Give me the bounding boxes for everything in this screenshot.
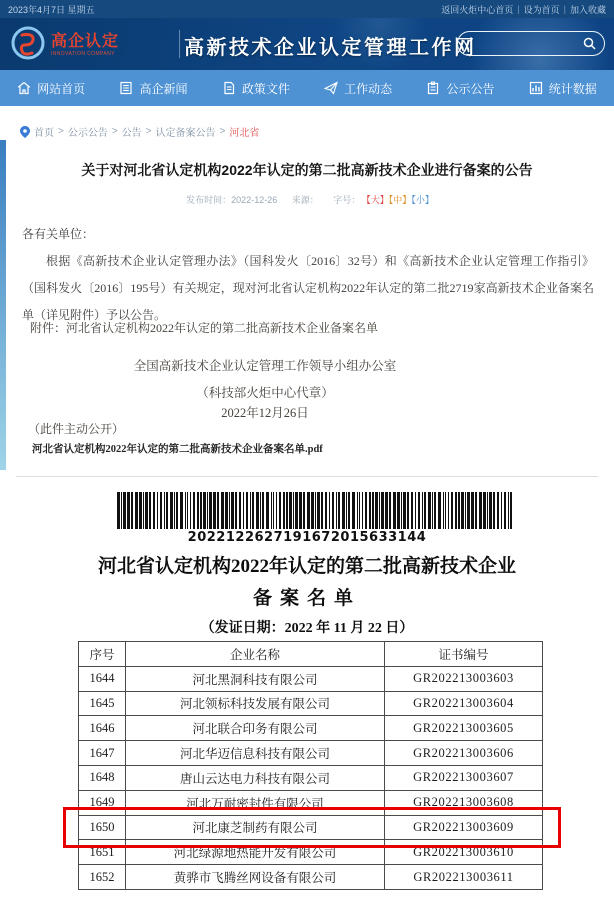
barcode-bar — [117, 492, 120, 529]
barcode-bar — [403, 492, 406, 529]
seq-cell: 1645 — [79, 691, 126, 716]
nav-item-label: 统计数据 — [548, 81, 597, 96]
barcode-bar — [510, 492, 512, 529]
document-title-line1: 河北省认定机构2022年认定的第二批高新技术企业 — [97, 556, 516, 577]
barcode-bar — [375, 492, 378, 529]
nav-item-label: 政策文件 — [241, 81, 290, 96]
breadcrumb-item[interactable]: 公告 — [121, 128, 142, 139]
barcode-bar — [475, 492, 477, 529]
nav-item-label: 公示公告 — [446, 81, 495, 96]
company-cell: 河北华迈信息科技有限公司 — [126, 741, 385, 766]
salutation: 各有关单位： — [22, 227, 95, 241]
barcode-bar — [487, 492, 488, 529]
barcode-bar — [170, 492, 173, 529]
barcode-bar — [352, 492, 355, 529]
table-row — [79, 815, 543, 840]
barcode-bar — [445, 492, 446, 529]
barcode-bar — [289, 492, 292, 529]
source-label: 来源： — [291, 195, 319, 205]
barcode-number: 2022122627191672015633144 — [187, 530, 427, 545]
search-icon[interactable] — [583, 37, 596, 50]
nav-item-label: 高企新闻 — [139, 81, 188, 96]
barcode-bar — [276, 492, 277, 529]
barcode-bar — [317, 492, 320, 529]
document-title-line2: 备案名单 — [252, 588, 361, 609]
cert-cell: GR202213003609 — [385, 815, 543, 840]
barcode-bar — [443, 492, 444, 529]
barcode-bar — [418, 492, 420, 529]
breadcrumb-current: 河北省 — [229, 128, 260, 139]
barcode-bar — [299, 492, 302, 529]
table-row — [79, 666, 543, 691]
nav-item-公示公告[interactable] — [409, 70, 511, 106]
barcode-bar — [139, 492, 142, 529]
topbar-links — [441, 3, 606, 16]
barcode-bar — [379, 492, 380, 529]
barcode-bar — [250, 492, 251, 529]
topbar-link[interactable]: 返回火炬中心首页 — [441, 4, 514, 15]
location-pin-icon — [20, 126, 30, 138]
barcode-bar — [135, 492, 138, 529]
article-meta — [0, 193, 614, 206]
article-body — [22, 221, 594, 329]
barcode-bar — [321, 492, 323, 529]
nav-item-label: 网站首页 — [37, 81, 86, 96]
table-header-row — [79, 642, 543, 667]
nav-item-统计数据[interactable] — [512, 70, 614, 106]
barcode-bar — [497, 492, 499, 529]
logo-icon — [10, 25, 46, 66]
barcode-bar — [273, 492, 274, 529]
barcode-bar — [295, 492, 298, 529]
current-date: 2023年4月7日 星期五 — [8, 4, 95, 15]
barcode-bar — [143, 492, 144, 529]
work-icon — [324, 81, 338, 95]
breadcrumb-item[interactable]: 认定备案公告 — [155, 128, 216, 139]
barcode-bar — [372, 492, 374, 529]
barcode-bar — [311, 492, 314, 529]
sign-date: 2022年12月26日 — [221, 406, 309, 420]
barcode-bar — [329, 492, 330, 529]
barcode-bar — [203, 492, 206, 529]
barcode-bar — [262, 492, 264, 529]
table-header-cell: 证书编号 — [385, 642, 543, 667]
barcode-bar — [197, 492, 199, 529]
barcode — [117, 492, 517, 529]
barcode-bar — [357, 492, 358, 529]
barcode-bar — [401, 492, 402, 529]
barcode-bar — [465, 492, 466, 529]
cert-cell: GR202213003607 — [385, 765, 543, 790]
barcode-bar — [243, 492, 244, 529]
table-row — [79, 840, 543, 865]
barcode-bar — [271, 492, 272, 529]
barcode-bar — [389, 492, 391, 529]
barcode-bar — [461, 492, 464, 529]
barcode-bar — [235, 492, 237, 529]
barcode-bar — [164, 492, 165, 529]
site-logo[interactable] — [10, 25, 119, 66]
barcode-bar — [332, 492, 334, 529]
section-divider — [16, 476, 598, 477]
seq-cell: 1646 — [79, 716, 126, 741]
barcode-bar — [185, 492, 186, 529]
barcode-bar — [279, 492, 281, 529]
barcode-bar — [451, 492, 453, 529]
barcode-bar — [207, 492, 208, 529]
search-input[interactable] — [458, 38, 583, 50]
cert-cell: GR202213003604 — [385, 691, 543, 716]
barcode-bar — [176, 492, 178, 529]
barcode-bar — [303, 492, 305, 529]
barcode-bar — [422, 492, 423, 529]
seq-cell: 1650 — [79, 815, 126, 840]
news-icon — [119, 81, 133, 95]
barcode-bar — [448, 492, 449, 529]
barcode-bar — [127, 492, 130, 529]
barcode-bar — [493, 492, 495, 529]
seq-cell: 1648 — [79, 765, 126, 790]
barcode-bar — [286, 492, 288, 529]
company-cell: 河北联合印务有限公司 — [126, 716, 385, 741]
barcode-bar — [180, 492, 183, 529]
barcode-bar — [166, 492, 168, 529]
policy-icon — [222, 81, 236, 95]
barcode-bar — [346, 492, 347, 529]
table-row — [79, 716, 543, 741]
barcode-bar — [145, 492, 148, 529]
cert-cell: GR202213003611 — [385, 865, 543, 890]
fontsize-button-大[interactable]: 【大】 — [366, 195, 389, 205]
breadcrumb-separator: > — [219, 126, 226, 137]
barcode-bar — [415, 492, 416, 529]
header-divider — [179, 30, 180, 58]
issue-date-line: （发证日期：2022 年 11 月 22 日） — [200, 621, 414, 636]
seq-cell: 1647 — [79, 741, 126, 766]
barcode-bar — [225, 492, 228, 529]
barcode-bar — [239, 492, 241, 529]
barcode-bar — [217, 492, 219, 529]
breadcrumb-item[interactable]: 首页 — [34, 128, 54, 139]
barcode-bar — [209, 492, 212, 529]
barcode-bar — [256, 492, 259, 529]
barcode-bar — [149, 492, 151, 529]
barcode-bar — [489, 492, 492, 529]
barcode-bar — [501, 492, 502, 529]
table-row — [79, 790, 543, 815]
barcode-bar — [359, 492, 360, 529]
seq-cell: 1644 — [79, 666, 126, 691]
topbar-link-separator: | — [517, 4, 520, 14]
breadcrumb-items — [34, 124, 259, 139]
barcode-bar — [342, 492, 345, 529]
barcode-bar — [231, 492, 234, 529]
table-row — [79, 691, 543, 716]
barcode-bar — [467, 492, 470, 529]
top-utility-bar — [0, 0, 614, 18]
barcode-bar — [283, 492, 285, 529]
barcode-bar — [365, 492, 367, 529]
barcode-bar — [123, 492, 126, 529]
search-box — [457, 31, 605, 56]
barcode-bar — [200, 492, 202, 529]
barcode-bar — [348, 492, 350, 529]
home-icon — [17, 81, 31, 95]
barcode-bar — [153, 492, 155, 529]
barcode-bar — [190, 492, 191, 529]
barcode-bar — [381, 492, 384, 529]
breadcrumb-item[interactable]: 公示公告 — [67, 128, 108, 139]
barcode-bar — [424, 492, 426, 529]
barcode-bar — [266, 492, 269, 529]
barcode-bar — [438, 492, 441, 529]
barcode-bar — [407, 492, 409, 529]
barcode-bar — [246, 492, 248, 529]
cert-cell: GR202213003610 — [385, 840, 543, 865]
barcode-bar — [432, 492, 433, 529]
logo-title: 高企认定 — [51, 33, 120, 50]
stats-icon — [529, 81, 543, 95]
barcode-bar — [369, 492, 371, 529]
barcode-bar — [504, 492, 506, 529]
cert-cell: GR202213003605 — [385, 716, 543, 741]
breadcrumb-separator: > — [111, 126, 118, 137]
seq-cell: 1649 — [79, 790, 126, 815]
nav-item-工作动态[interactable] — [307, 70, 409, 106]
barcode-bar — [471, 492, 474, 529]
disclosure-note: （此件主动公开） — [28, 422, 125, 436]
barcode-bar — [385, 492, 388, 529]
company-cell: 河北绿源地热能开发有限公司 — [126, 840, 385, 865]
cert-cell: GR202213003603 — [385, 666, 543, 691]
nav-item-政策文件[interactable] — [205, 70, 307, 106]
barcode-bar — [362, 492, 363, 529]
signer-name: 全国高新技术企业认定管理工作领导小组办公室 — [133, 359, 397, 373]
cert-cell: GR202213003608 — [385, 790, 543, 815]
topbar-link[interactable]: 加入收藏 — [569, 4, 606, 15]
seq-cell: 1652 — [79, 865, 126, 890]
barcode-bar — [508, 492, 509, 529]
article-title: 关于对河北省认定机构2022年认定的第二批高新技术企业进行备案的公告 — [81, 162, 533, 178]
announcement-icon — [426, 81, 440, 95]
table-header-cell: 序号 — [79, 642, 126, 667]
publish-time: 发布时间：2022-12-26 — [186, 195, 278, 205]
barcode-bar — [252, 492, 254, 529]
signer-note: （科技部火炬中心代章） — [196, 386, 334, 400]
table-header-cell: 企业名称 — [126, 642, 385, 667]
attachment-line[interactable]: 附件：河北省认定机构2022年认定的第二批高新技术企业备案名单 — [30, 321, 379, 335]
fontsize-label: 字号： — [333, 195, 361, 205]
seq-cell: 1651 — [79, 840, 126, 865]
article-paragraph: 根据《高新技术企业认定管理办法》（国科发火〔2016〕32号）和《高新技术企业认定管理工作指引》（国科发火〔2016〕195号）有关规定，现对河北省认定机构2022年认定的第二批2719家高新技术企业备案名单（详见附件）予以公告。 — [22, 254, 594, 322]
breadcrumb-separator: > — [58, 126, 64, 137]
company-cell: 黄骅市飞腾丝网设备有限公司 — [126, 865, 385, 890]
barcode-bar — [160, 492, 162, 529]
company-cell: 河北康芝制药有限公司 — [126, 815, 385, 840]
logo-subtitle: INNOVATION COMPANY — [51, 51, 115, 57]
barcode-bar — [393, 492, 396, 529]
barcode-bar — [293, 492, 294, 529]
barcode-bar — [187, 492, 188, 529]
barcode-bar — [336, 492, 337, 529]
barcode-bar — [411, 492, 413, 529]
nav-item-高企新闻[interactable] — [102, 70, 204, 106]
barcode-bar — [131, 492, 133, 529]
barcode-bar — [338, 492, 340, 529]
barcode-bar — [121, 492, 122, 529]
barcode-bar — [157, 492, 158, 529]
site-header — [0, 18, 614, 70]
site-title: 高新技术企业认定管理工作网 — [184, 37, 477, 59]
barcode-bar — [397, 492, 400, 529]
barcode-bar — [307, 492, 310, 529]
barcode-bar — [428, 492, 431, 529]
barcode-bar — [174, 492, 175, 529]
company-cell: 河北万耐密封件有限公司 — [126, 790, 385, 815]
company-cell: 唐山云达电力科技有限公司 — [126, 765, 385, 790]
enterprise-table — [78, 641, 543, 890]
barcode-bar — [221, 492, 224, 529]
breadcrumb-separator: > — [145, 126, 152, 137]
barcode-bar — [479, 492, 482, 529]
breadcrumb — [20, 124, 259, 139]
nav-item-label: 工作动态 — [344, 81, 393, 96]
barcode-bar — [260, 492, 261, 529]
main-nav — [0, 70, 614, 106]
pdf-attachment-link[interactable]: 河北省认定机构2022年认定的第二批高新技术企业备案名单.pdf — [32, 444, 323, 455]
table-row — [79, 865, 543, 890]
topbar-link-separator: | — [563, 4, 566, 14]
barcode-bar — [193, 492, 195, 529]
company-cell: 河北黑洞科技有限公司 — [126, 666, 385, 691]
barcode-bar — [325, 492, 327, 529]
table-row — [79, 765, 543, 790]
fontsize-buttons — [366, 195, 434, 205]
barcode-bar — [213, 492, 216, 529]
barcode-bar — [315, 492, 316, 529]
barcode-bar — [458, 492, 460, 529]
cert-cell: GR202213003606 — [385, 741, 543, 766]
topbar-link[interactable]: 设为首页 — [523, 4, 560, 15]
barcode-bar — [229, 492, 230, 529]
barcode-bar — [483, 492, 486, 529]
fontsize-button-中[interactable]: 【中】 — [388, 195, 412, 205]
company-cell: 河北领标科技发展有限公司 — [126, 691, 385, 716]
barcode-bar — [455, 492, 457, 529]
nav-item-网站首页[interactable] — [0, 70, 102, 106]
barcode-bar — [434, 492, 436, 529]
fontsize-button-小[interactable]: 【小】 — [411, 195, 434, 205]
table-row — [79, 741, 543, 766]
